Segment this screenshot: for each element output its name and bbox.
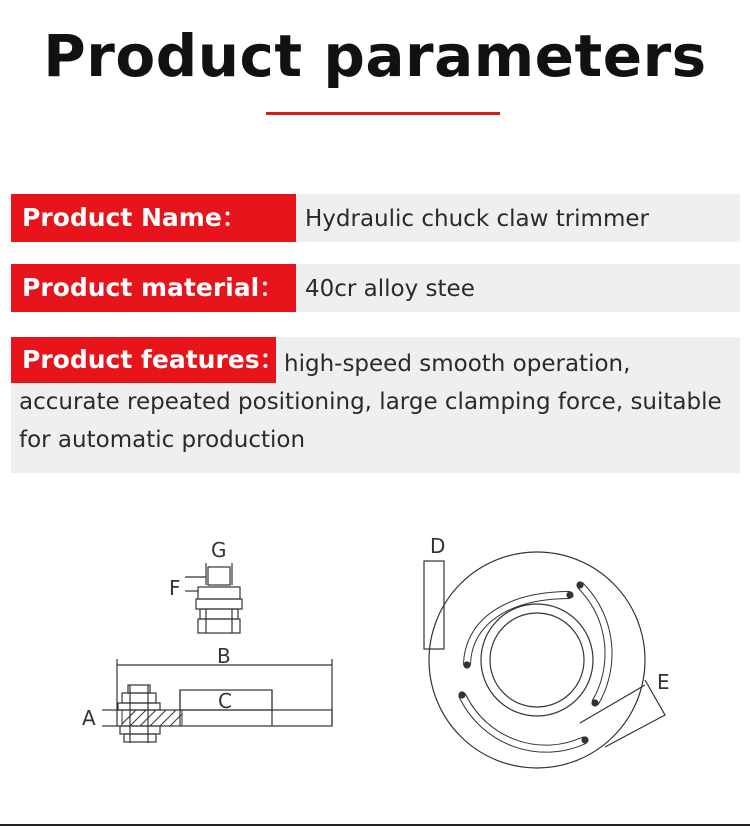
dimension-label-a: A bbox=[82, 706, 96, 730]
product-features-value: high-speed smooth operation, accurate repeated positioning, large clamping force, suitable for automatic production bbox=[19, 351, 722, 453]
dimension-label-g: G bbox=[211, 538, 227, 562]
product-material-row bbox=[11, 264, 740, 312]
product-name-row bbox=[11, 194, 740, 242]
claw-side-dimension-drawing bbox=[70, 525, 350, 755]
product-features-label: Product features： bbox=[11, 337, 276, 383]
product-name-value: Hydraulic chuck claw trimmer bbox=[305, 206, 649, 232]
page-title: Product parameters bbox=[43, 22, 707, 90]
dimension-label-d: D bbox=[430, 534, 446, 558]
dimension-label-c: C bbox=[218, 689, 232, 713]
dimension-label-f: F bbox=[169, 576, 181, 600]
product-name-label: Product Name： bbox=[11, 194, 296, 242]
product-material-label: Product material： bbox=[11, 264, 296, 312]
dimension-label-b: B bbox=[217, 644, 231, 668]
product-material-value: 40cr alloy stee bbox=[305, 276, 475, 302]
product-features-row bbox=[11, 337, 740, 473]
claw-top-view-drawing bbox=[400, 525, 700, 775]
title-underline bbox=[266, 112, 500, 115]
dimension-label-e: E bbox=[657, 670, 670, 694]
